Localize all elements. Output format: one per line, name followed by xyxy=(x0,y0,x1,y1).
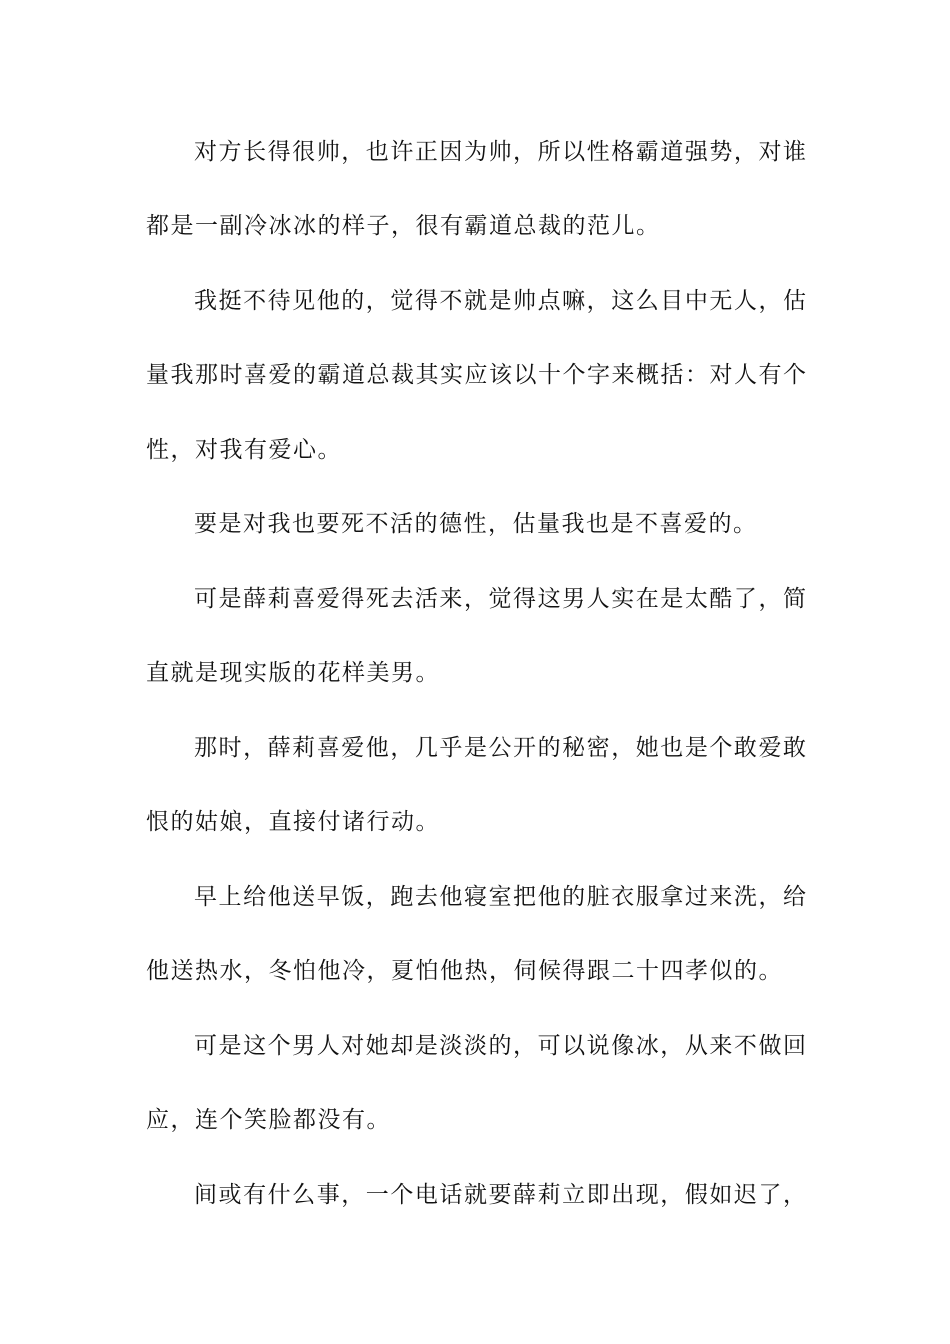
paragraph-1-line-1: 对方长得很帅，也许正因为帅，所以性格霸道强势，对谁 xyxy=(194,139,806,165)
paragraph-7-line-2: 应，连个笑脸都没有。 xyxy=(146,1107,391,1133)
paragraph-7-line-1: 可是这个男人对她却是淡淡的，可以说像冰，从来不做回 xyxy=(194,1033,806,1059)
paragraph-5-line-2: 恨的姑娘，直接付诸行动。 xyxy=(146,809,440,835)
paragraph-5-line-1: 那时，薛莉喜爱他，几乎是公开的秘密，她也是个敢爱敢 xyxy=(194,735,806,761)
paragraph-4-line-2: 直就是现实版的花样美男。 xyxy=(146,660,440,686)
paragraph-8-line-1: 间或有什么事，一个电话就要薛莉立即出现，假如迟了， xyxy=(194,1182,806,1208)
paragraph-2-line-3: 性，对我有爱心。 xyxy=(146,437,342,463)
paragraph-2-line-2: 量我那时喜爱的霸道总裁其实应该以十个字来概括：对人有个 xyxy=(146,362,806,388)
paragraph-2-line-1: 我挺不待见他的，觉得不就是帅点嘛，这么目中无人，估 xyxy=(194,288,806,314)
paragraph-4-line-1: 可是薛莉喜爱得死去活来，觉得这男人实在是太酷了，简 xyxy=(194,586,806,612)
paragraph-3-line-1: 要是对我也要死不活的德性，估量我也是不喜爱的。 xyxy=(194,511,758,537)
paragraph-1-line-2: 都是一副冷冰冰的样子，很有霸道总裁的范儿。 xyxy=(146,213,661,239)
paragraph-6-line-1: 早上给他送早饭，跑去他寝室把他的脏衣服拿过来洗，给 xyxy=(194,884,806,910)
paragraph-6-line-2: 他送热水，冬怕他冷，夏怕他热，伺候得跟二十四孝似的。 xyxy=(146,958,783,984)
